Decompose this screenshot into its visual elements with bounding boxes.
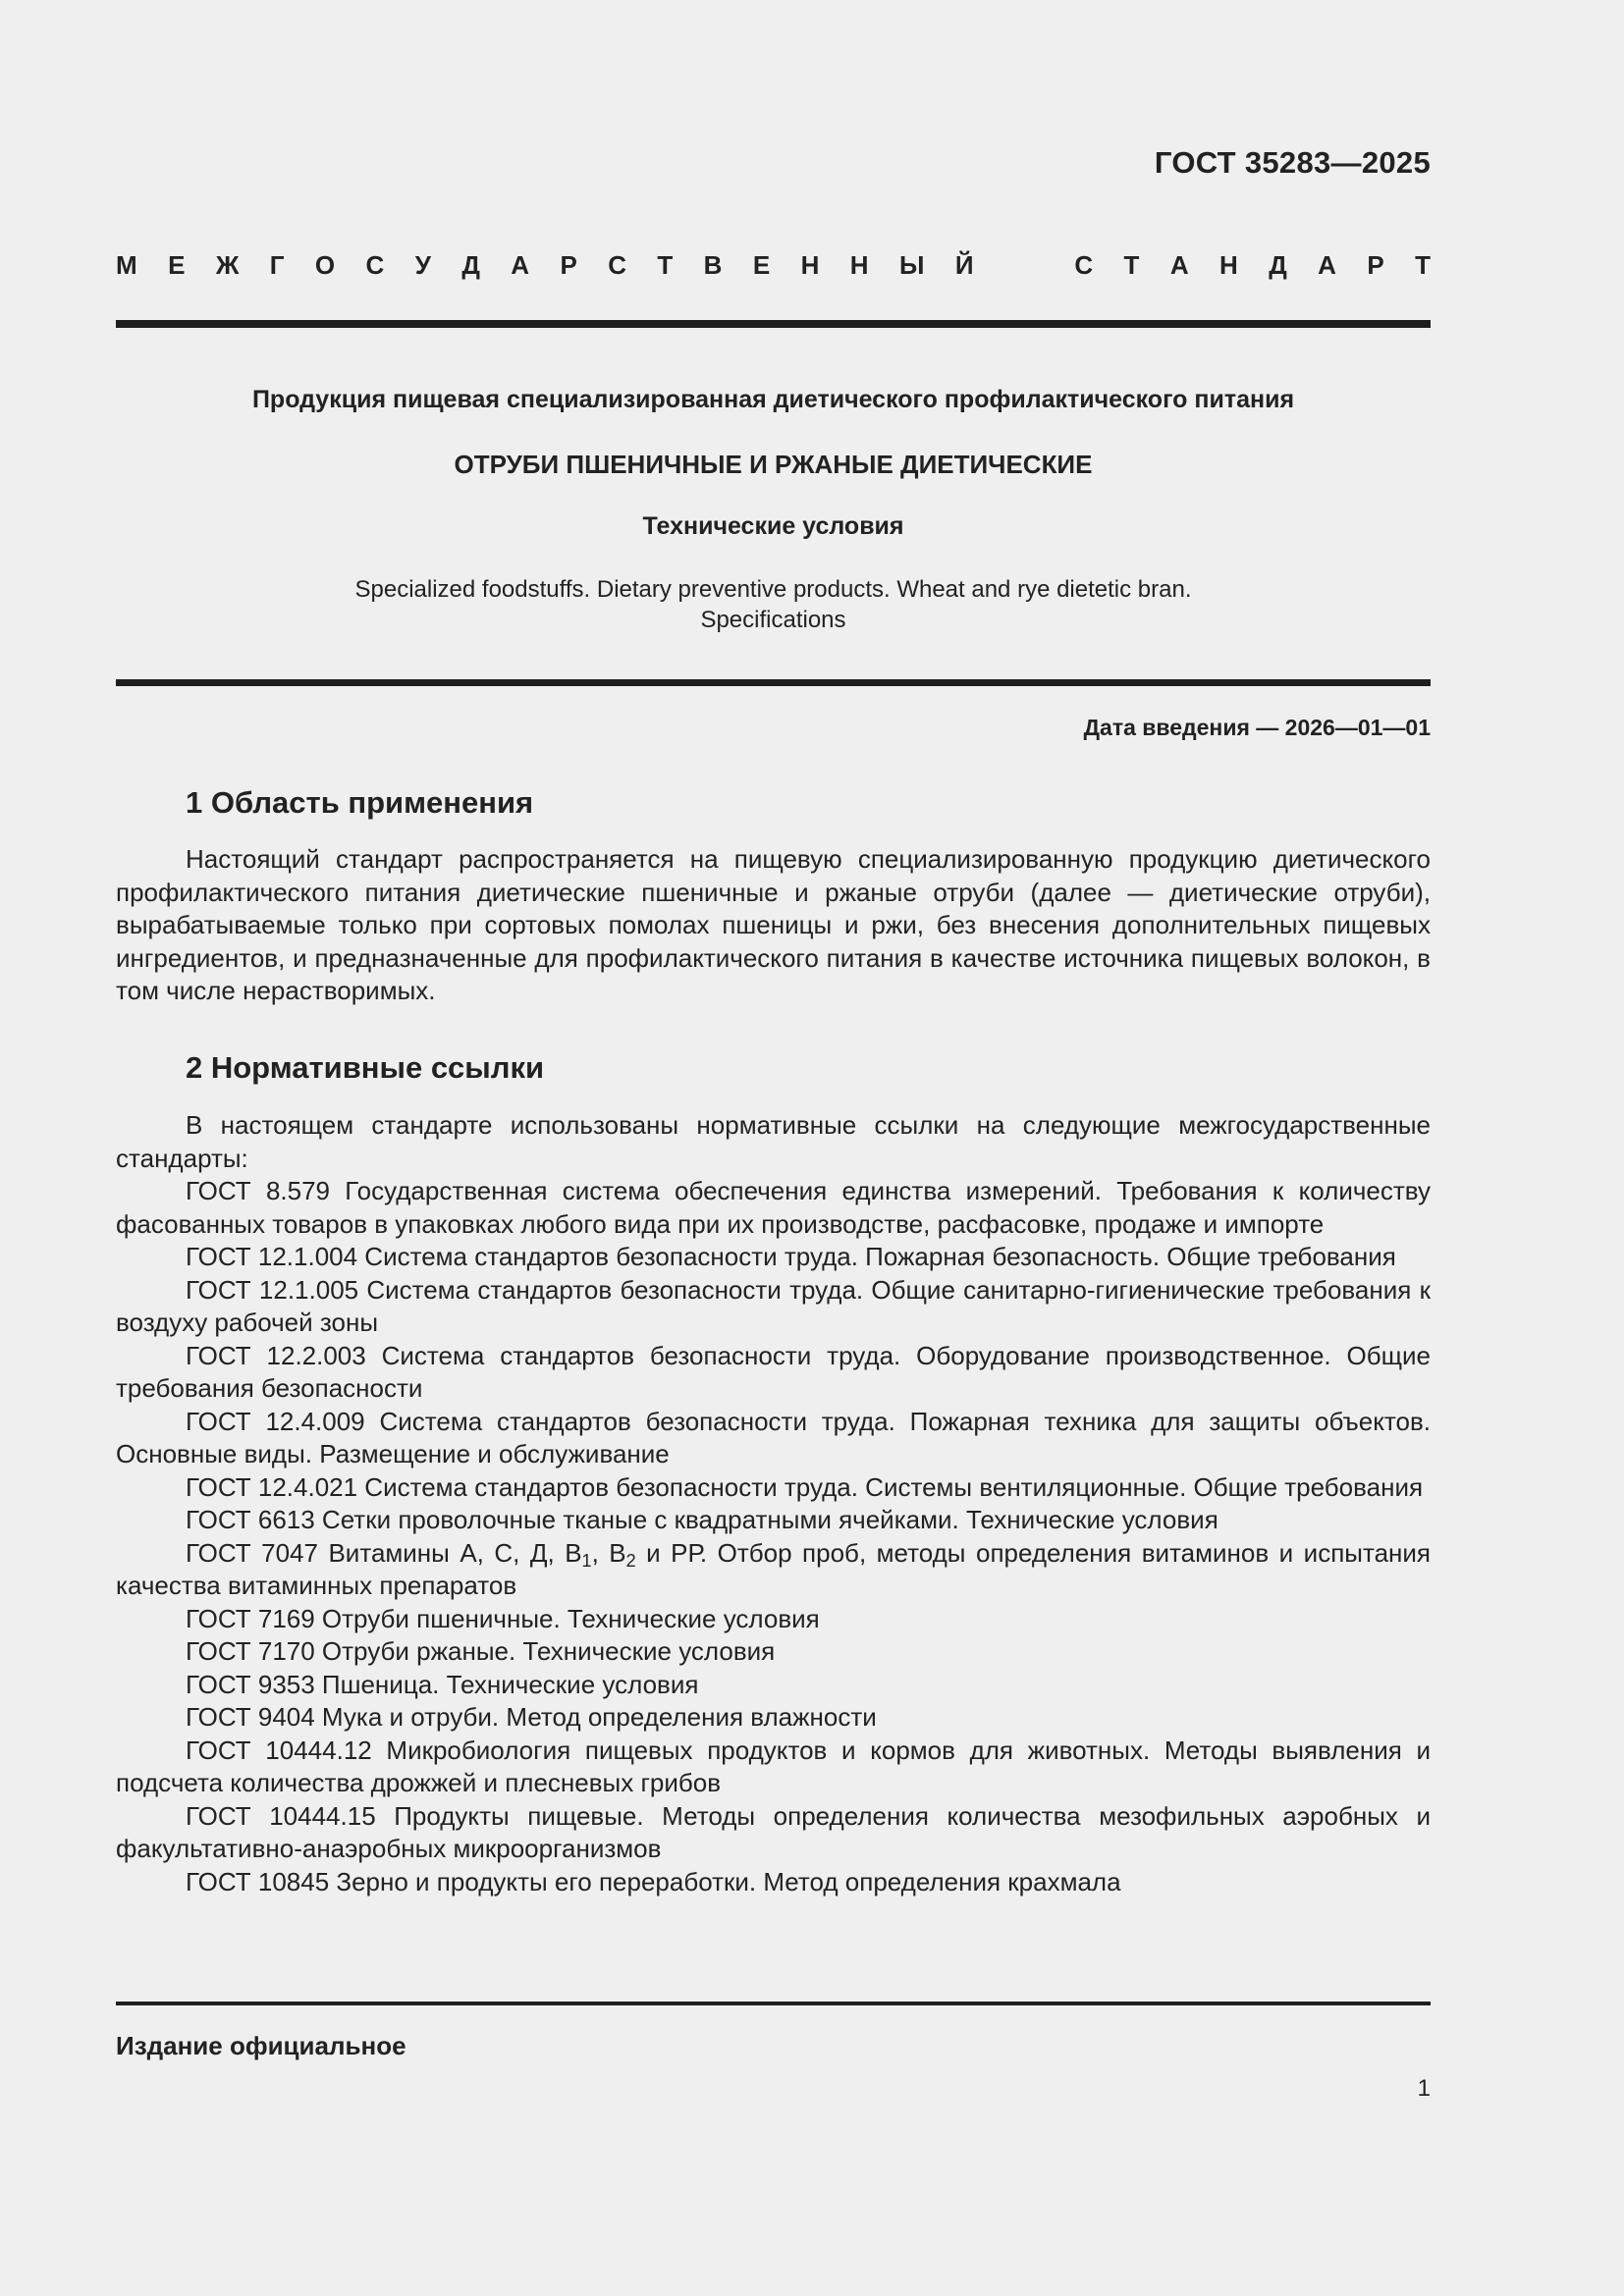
specifications-subtitle: Технические условия bbox=[642, 512, 904, 540]
section-1-title: 1 Область применения bbox=[186, 785, 534, 820]
interstate-letter: Ы bbox=[898, 250, 925, 280]
standard-letter: Т bbox=[1415, 250, 1431, 280]
interstate-letter: Д bbox=[461, 250, 480, 280]
section-2-intro: В настоящем стандарте использованы нормативные ссылки на следующие межгосударственные стандарты: bbox=[116, 1110, 1431, 1173]
standard-letter: Р bbox=[1367, 250, 1384, 280]
interstate-letter: Е bbox=[168, 250, 186, 280]
introduction-date: Дата введения — 2026—01—01 bbox=[1083, 715, 1431, 740]
reference-item: ГОСТ 12.2.003 Система стандартов безопасности труда. Оборудование производственное. Общие требования безопасности bbox=[116, 1340, 1431, 1403]
footer-divider bbox=[116, 2002, 1431, 2005]
page-number: 1 bbox=[1417, 2075, 1431, 2102]
section-2-title: 2 Нормативные ссылки bbox=[186, 1050, 545, 1085]
standard-letter: Н bbox=[1219, 250, 1238, 280]
interstate-letter: Н bbox=[849, 250, 869, 280]
reference-item: ГОСТ 12.1.005 Система стандартов безопасности труда. Общие санитарно-гигиенические требования к воздуху рабочей зоны bbox=[116, 1274, 1431, 1337]
interstate-letter: Т bbox=[657, 250, 674, 280]
vitamins-text-1: ГОСТ 7047 Витамины А, С, Д, В bbox=[186, 1537, 582, 1568]
interstate-letter: У bbox=[414, 250, 431, 280]
reference-item: ГОСТ 7169 Отруби пшеничные. Технические условия bbox=[186, 1603, 820, 1633]
interstate-letter: А bbox=[511, 250, 530, 280]
document-page bbox=[116, 0, 1431, 2296]
reference-item: ГОСТ 10845 Зерно и продукты его переработки. Метод определения крахмала bbox=[186, 1866, 1121, 1896]
vitamins-text-3: и РР. Отбор проб, методы определения витаминов и испытания качества витаминных препаратов bbox=[116, 1537, 1431, 1600]
english-title-line-1: Specialized foodstuffs. Dietary preventive products. Wheat and rye dietetic bran. bbox=[354, 576, 1192, 603]
official-edition-label: Издание официальное bbox=[116, 2031, 406, 2060]
interstate-letter: О bbox=[314, 250, 336, 280]
interstate-letter: Н bbox=[800, 250, 820, 280]
section-1-paragraph: Настоящий стандарт распространяется на пищевую специализированную продукцию диетического профилактического питания диетические пшеничные и ржаные отруби (далее — диетические отруби), вырабатываемые только при сортовых помолах пшеницы и ржи, без внесения дополнительных пищевых ингредиентов, и предназначенные для профилактического питания в качестве источника пищевых волокон, в том числе нерастворимых. bbox=[116, 844, 1431, 1005]
interstate-letter: Г bbox=[269, 250, 285, 280]
standard-letter: А bbox=[1169, 250, 1189, 280]
interstate-letter: Ж bbox=[215, 250, 240, 280]
interstate-letter: В bbox=[703, 250, 723, 280]
interstate-letter: Е bbox=[752, 250, 771, 280]
interstate-letter: М bbox=[116, 250, 137, 280]
reference-item: ГОСТ 12.1.004 Система стандартов безопасности труда. Пожарная безопасность. Общие требования bbox=[186, 1242, 1396, 1271]
vitamins-text-2: , В bbox=[591, 1537, 626, 1568]
title-divider bbox=[116, 679, 1431, 686]
reference-item: ГОСТ 8.579 Государственная система обеспечения единства измерений. Требования к количеству фасованных товаров в упаковках любого вида при их производстве, расфасовке, продаже и импорте bbox=[116, 1176, 1431, 1239]
interstate-letter: Р bbox=[560, 250, 577, 280]
english-title bbox=[116, 574, 1431, 635]
word-gap bbox=[1004, 250, 1044, 281]
standard-letter: Т bbox=[1123, 250, 1140, 280]
reference-item: ГОСТ 10444.12 Микробиология пищевых продуктов и кормов для животных. Методы выявления и подсчета количества дрожжей и плесневых грибов bbox=[116, 1735, 1431, 1797]
reference-item: ГОСТ 10444.15 Продукты пищевые. Методы определения количества мезофильных аэробных и факультативно-анаэробных микроорганизмов bbox=[116, 1800, 1431, 1863]
reference-item-vitamins bbox=[116, 1537, 1431, 1603]
reference-item: ГОСТ 12.4.009 Система стандартов безопасности труда. Пожарная техника для защиты объектов. Основные виды. Размещение и обслуживание bbox=[116, 1406, 1431, 1468]
reference-item: ГОСТ 9353 Пшеница. Технические условия bbox=[186, 1669, 699, 1699]
reference-item: ГОСТ 7170 Отруби ржаные. Технические условия bbox=[186, 1636, 776, 1666]
vitamins-subscript-2: 2 bbox=[625, 1550, 636, 1571]
vitamins-subscript-1: 1 bbox=[581, 1550, 592, 1571]
main-title: ОТРУБИ ПШЕНИЧНЫЕ И РЖАНЫЕ ДИЕТИЧЕСКИЕ bbox=[454, 450, 1093, 479]
reference-item: ГОСТ 9404 Мука и отруби. Метод определения влажности bbox=[186, 1702, 877, 1732]
document-code: ГОСТ 35283—2025 bbox=[1154, 145, 1431, 180]
english-title-line-2: Specifications bbox=[700, 607, 846, 633]
top-divider bbox=[116, 320, 1431, 328]
standard-letter: Д bbox=[1269, 250, 1287, 280]
standard-letter: С bbox=[1074, 250, 1094, 280]
reference-item: ГОСТ 12.4.021 Система стандартов безопасности труда. Системы вентиляционные. Общие требования bbox=[186, 1471, 1424, 1502]
interstate-letter: Й bbox=[954, 250, 974, 280]
interstate-standard-heading bbox=[116, 250, 1431, 281]
interstate-letter: С bbox=[365, 250, 385, 280]
section-1-body bbox=[116, 843, 1431, 1008]
standard-letter: А bbox=[1318, 250, 1336, 280]
product-category-title: Продукция пищевая специализированная диетического профилактического питания bbox=[251, 386, 1295, 413]
interstate-letter: С bbox=[608, 250, 626, 280]
reference-item: ГОСТ 6613 Сетки проволочные тканые с квадратными ячейками. Технические условия bbox=[186, 1505, 1218, 1534]
section-2-body bbox=[116, 1109, 1431, 1898]
